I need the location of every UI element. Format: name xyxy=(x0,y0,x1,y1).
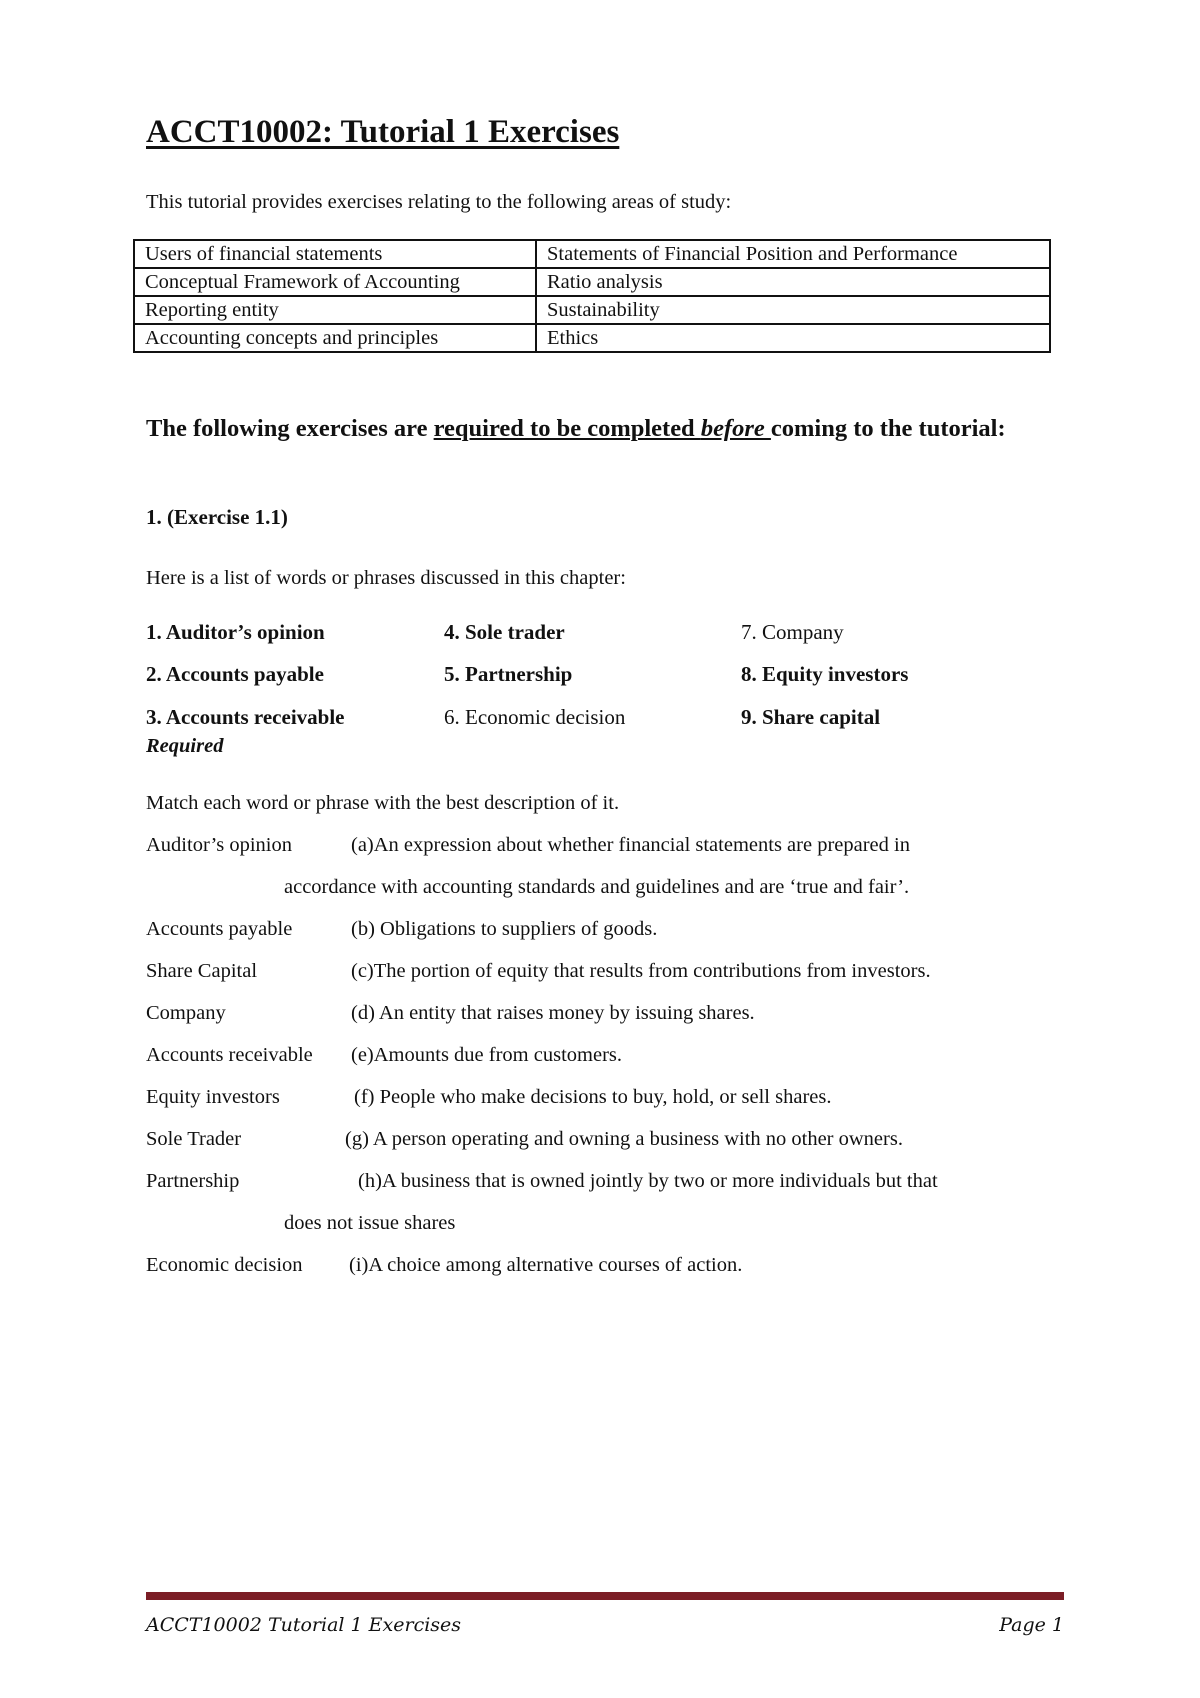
table-cell: Accounting concepts and principles xyxy=(134,324,536,352)
table-row xyxy=(134,240,1050,268)
footer-title: ACCT10002 Tutorial 1 Exercises xyxy=(146,1614,462,1636)
exercise-number: 1. (Exercise 1.1) xyxy=(146,505,288,529)
match-desc: (a)An expression about whether financial statements are prepared in xyxy=(351,834,910,856)
term-item: 9. Share capital xyxy=(741,705,881,729)
match-desc: (b) Obligations to suppliers of goods. xyxy=(351,918,658,940)
term-item: 2. Accounts payable xyxy=(146,662,324,686)
match-term: Accounts receivable xyxy=(146,1044,313,1066)
page-number: Page 1 xyxy=(999,1614,1064,1636)
match-term: Economic decision xyxy=(146,1254,303,1276)
match-term: Partnership xyxy=(146,1170,240,1192)
heading-underlined: required to be completed xyxy=(433,415,701,442)
table-cell: Sustainability xyxy=(536,296,1050,324)
term-item: 4. Sole trader xyxy=(444,620,565,644)
term-item: 1. Auditor’s opinion xyxy=(146,620,325,644)
table-cell: Reporting entity xyxy=(134,296,536,324)
footer-rule xyxy=(146,1592,1064,1600)
table-row xyxy=(134,296,1050,324)
match-desc: (f) People who make decisions to buy, hold, or sell shares. xyxy=(354,1086,832,1108)
table-cell: Statements of Financial Position and Performance xyxy=(536,240,1050,268)
section-heading xyxy=(146,412,1066,445)
table-cell: Ratio analysis xyxy=(536,268,1050,296)
term-item: 6. Economic decision xyxy=(444,705,626,729)
match-desc-cont: accordance with accounting standards and guidelines and are ‘true and fair’. xyxy=(284,876,910,898)
term-item: 3. Accounts receivable xyxy=(146,705,345,729)
match-desc-cont: does not issue shares xyxy=(284,1212,456,1234)
match-desc: (h)A business that is owned jointly by two or more individuals but that xyxy=(358,1170,938,1192)
topics-table xyxy=(133,239,1051,353)
match-intro: Match each word or phrase with the best description of it. xyxy=(146,792,620,814)
table-row xyxy=(134,324,1050,352)
table-cell: Users of financial statements xyxy=(134,240,536,268)
match-desc: (g) A person operating and owning a business with no other owners. xyxy=(345,1128,903,1150)
match-term: Company xyxy=(146,1002,226,1024)
heading-emphasis: before xyxy=(700,415,771,442)
match-term: Equity investors xyxy=(146,1086,280,1108)
heading-part: The following exercises are xyxy=(146,415,434,442)
required-label: Required xyxy=(146,735,224,757)
match-desc: (i)A choice among alternative courses of action. xyxy=(349,1254,743,1276)
term-item: 7. Company xyxy=(741,620,844,644)
table-row xyxy=(134,268,1050,296)
page-title: ACCT10002: Tutorial 1 Exercises xyxy=(146,114,620,150)
table-cell: Ethics xyxy=(536,324,1050,352)
match-desc: (d) An entity that raises money by issuing shares. xyxy=(351,1002,755,1024)
term-item: 5. Partnership xyxy=(444,662,573,686)
heading-part: coming to the tutorial: xyxy=(770,415,1006,442)
match-desc: (c)The portion of equity that results from contributions from investors. xyxy=(351,960,931,982)
match-term: Share Capital xyxy=(146,960,258,982)
match-desc: (e)Amounts due from customers. xyxy=(351,1044,622,1066)
match-term: Sole Trader xyxy=(146,1128,242,1150)
match-term: Auditor’s opinion xyxy=(146,834,292,856)
match-term: Accounts payable xyxy=(146,918,293,940)
list-intro: Here is a list of words or phrases discussed in this chapter: xyxy=(146,567,626,589)
term-item: 8. Equity investors xyxy=(741,662,909,686)
intro-text: This tutorial provides exercises relating to the following areas of study: xyxy=(146,191,732,213)
table-cell: Conceptual Framework of Accounting xyxy=(134,268,536,296)
